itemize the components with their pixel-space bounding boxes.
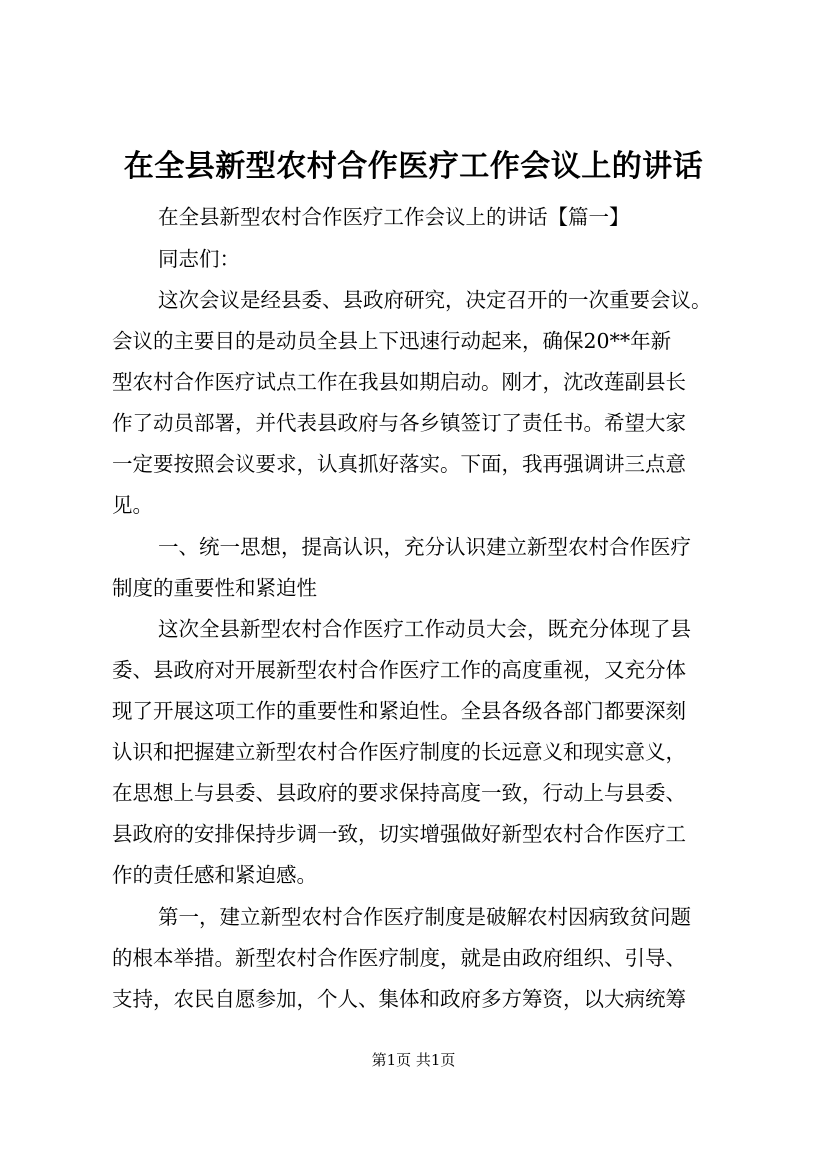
paragraph-line: 县政府的安排保持步调一致，切实增强做好新型农村合作医疗工: [112, 822, 686, 846]
paragraph-line: 这次全县新型农村合作医疗工作动员大会，既充分体现了县: [158, 617, 691, 641]
section-heading-line: 制度的重要性和紧迫性: [112, 576, 317, 600]
paragraph-line: 见。: [112, 493, 153, 517]
paragraph-line: 认识和把握建立新型农村合作医疗制度的长远意义和现实意义，: [112, 740, 686, 764]
document-title: 在全县新型农村合作医疗工作会议上的讲话: [123, 149, 704, 184]
page-footer: 第1页 共1页: [371, 1051, 456, 1069]
paragraph-line: 这次会议是经县委、县政府研究，决定召开的一次重要会议。: [158, 288, 712, 312]
paragraph-line: 第一，建立新型农村合作医疗制度是破解农村因病致贫问题: [158, 905, 691, 929]
paragraph-line: 型农村合作医疗试点工作在我县如期启动。刚才，沈改莲副县长: [112, 370, 686, 394]
section-heading-line: 一、统一思想，提高认识，充分认识建立新型农村合作医疗: [158, 535, 691, 559]
paragraph-line: 委、县政府对开展新型农村合作医疗工作的高度重视，又充分体: [112, 658, 686, 682]
paragraph-line: 作的责任感和紧迫感。: [112, 863, 317, 887]
paragraph-line: 一定要按照会议要求，认真抓好落实。下面，我再强调讲三点意: [112, 452, 686, 476]
paragraph-line: 在思想上与县委、县政府的要求保持高度一致，行动上与县委、: [112, 781, 686, 805]
salutation-line: 同志们：: [158, 247, 240, 271]
paragraph-line: 作了动员部署，并代表县政府与各乡镇签订了责任书。希望大家: [112, 411, 686, 435]
paragraph-line: 的根本举措。新型农村合作医疗制度，就是由政府组织、引导、: [112, 946, 686, 970]
paragraph-line: 现了开展这项工作的重要性和紧迫性。全县各级各部门都要深刻: [112, 699, 686, 723]
subtitle-line: 在全县新型农村合作医疗工作会议上的讲话【篇一】: [158, 205, 630, 229]
paragraph-line: 会议的主要目的是动员全县上下迅速行动起来，确保20**年新: [112, 329, 672, 353]
paragraph-line: 支持，农民自愿参加，个人、集体和政府多方筹资，以大病统筹: [112, 987, 686, 1011]
